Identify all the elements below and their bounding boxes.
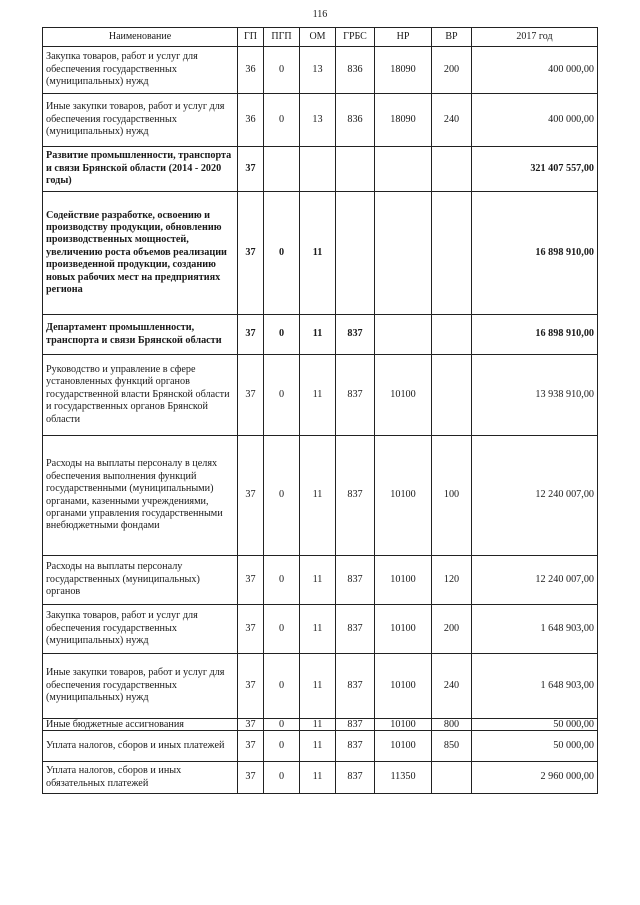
cell-gp: 37 (238, 192, 264, 315)
cell-pgp: 0 (264, 192, 300, 315)
cell-amount: 12 240 007,00 (472, 436, 598, 556)
header-name: Наименование (43, 28, 238, 47)
cell-gp: 36 (238, 47, 264, 94)
header-gp: ГП (238, 28, 264, 47)
table-row (43, 355, 598, 436)
cell-pgp: 0 (264, 47, 300, 94)
budget-table (42, 27, 598, 794)
cell-amount: 50 000,00 (472, 719, 598, 731)
cell-grbs: 837 (336, 315, 375, 355)
cell-grbs: 837 (336, 719, 375, 731)
cell-name: Расходы на выплаты персоналу в целях обеспечения выполнения функций государственными (муниципальными) органами, казенными учреждениями, органами управления государственными внебюджетными фондами (43, 436, 238, 556)
cell-gp: 37 (238, 762, 264, 794)
cell-vr (432, 355, 472, 436)
cell-nr: 10100 (375, 654, 432, 719)
cell-name: Иные бюджетные ассигнования (43, 719, 238, 731)
cell-om: 11 (300, 762, 336, 794)
cell-pgp: 0 (264, 94, 300, 147)
cell-grbs (336, 147, 375, 192)
table-row (43, 147, 598, 192)
cell-gp: 37 (238, 315, 264, 355)
cell-amount: 16 898 910,00 (472, 192, 598, 315)
cell-amount: 16 898 910,00 (472, 315, 598, 355)
table-row (43, 731, 598, 762)
table-row (43, 654, 598, 719)
cell-vr: 240 (432, 94, 472, 147)
cell-pgp: 0 (264, 605, 300, 654)
cell-vr: 120 (432, 556, 472, 605)
cell-pgp: 0 (264, 654, 300, 719)
cell-grbs: 837 (336, 731, 375, 762)
cell-gp: 37 (238, 731, 264, 762)
cell-nr: 10100 (375, 436, 432, 556)
cell-pgp: 0 (264, 556, 300, 605)
cell-name: Иные закупки товаров, работ и услуг для обеспечения государственных (муниципальных) нужд (43, 94, 238, 147)
cell-vr (432, 315, 472, 355)
table-row (43, 192, 598, 315)
cell-om: 11 (300, 654, 336, 719)
cell-name: Департамент промышленности, транспорта и связи Брянской области (43, 315, 238, 355)
cell-gp: 36 (238, 94, 264, 147)
cell-nr: 11350 (375, 762, 432, 794)
cell-name: Руководство и управление в сфере установленных функций органов государственной власти Брянской области и государственных органов Брянской области (43, 355, 238, 436)
cell-nr: 18090 (375, 47, 432, 94)
cell-vr (432, 147, 472, 192)
cell-om: 13 (300, 94, 336, 147)
cell-nr (375, 192, 432, 315)
table-row (43, 719, 598, 731)
table-row (43, 762, 598, 794)
cell-om: 11 (300, 556, 336, 605)
table-row (43, 556, 598, 605)
table-row (43, 47, 598, 94)
cell-amount: 321 407 557,00 (472, 147, 598, 192)
cell-vr (432, 192, 472, 315)
cell-pgp: 0 (264, 719, 300, 731)
cell-name: Уплата налогов, сборов и иных платежей (43, 731, 238, 762)
cell-gp: 37 (238, 605, 264, 654)
cell-gp: 37 (238, 556, 264, 605)
cell-gp: 37 (238, 355, 264, 436)
cell-grbs: 837 (336, 355, 375, 436)
header-om: ОМ (300, 28, 336, 47)
cell-amount: 400 000,00 (472, 47, 598, 94)
cell-gp: 37 (238, 719, 264, 731)
cell-nr: 10100 (375, 355, 432, 436)
cell-grbs: 837 (336, 654, 375, 719)
cell-grbs: 836 (336, 47, 375, 94)
cell-amount: 50 000,00 (472, 731, 598, 762)
cell-name: Развитие промышленности, транспорта и связи Брянской области (2014 - 2020 годы) (43, 147, 238, 192)
cell-vr: 200 (432, 47, 472, 94)
cell-pgp: 0 (264, 762, 300, 794)
cell-grbs: 837 (336, 605, 375, 654)
cell-amount: 2 960 000,00 (472, 762, 598, 794)
table-row (43, 605, 598, 654)
cell-om: 11 (300, 192, 336, 315)
cell-vr: 850 (432, 731, 472, 762)
cell-pgp (264, 147, 300, 192)
page-number: 116 (312, 9, 328, 20)
cell-grbs: 836 (336, 94, 375, 147)
cell-nr (375, 147, 432, 192)
cell-nr: 10100 (375, 731, 432, 762)
cell-nr (375, 315, 432, 355)
cell-name: Содействие разработке, освоению и производству продукции, обновлению производственных мощностей, увеличению роста объемов реализации произведенной продукции, созданию новых рабочих мест на предприятиях региона (43, 192, 238, 315)
cell-amount: 400 000,00 (472, 94, 598, 147)
cell-gp: 37 (238, 654, 264, 719)
cell-grbs: 837 (336, 556, 375, 605)
cell-nr: 10100 (375, 556, 432, 605)
table-row (43, 315, 598, 355)
cell-vr: 100 (432, 436, 472, 556)
cell-nr: 18090 (375, 94, 432, 147)
cell-grbs (336, 192, 375, 315)
cell-om: 11 (300, 436, 336, 556)
cell-vr: 800 (432, 719, 472, 731)
cell-pgp: 0 (264, 436, 300, 556)
cell-grbs: 837 (336, 436, 375, 556)
cell-amount: 13 938 910,00 (472, 355, 598, 436)
cell-amount: 12 240 007,00 (472, 556, 598, 605)
cell-grbs: 837 (336, 762, 375, 794)
cell-om: 11 (300, 605, 336, 654)
cell-name: Закупка товаров, работ и услуг для обеспечения государственных (муниципальных) нужд (43, 605, 238, 654)
header-pgp: ПГП (264, 28, 300, 47)
header-vr: ВР (432, 28, 472, 47)
cell-name: Иные закупки товаров, работ и услуг для обеспечения государственных (муниципальных) нужд (43, 654, 238, 719)
cell-vr: 240 (432, 654, 472, 719)
cell-amount: 1 648 903,00 (472, 654, 598, 719)
cell-amount: 1 648 903,00 (472, 605, 598, 654)
cell-name: Расходы на выплаты персоналу государственных (муниципальных) органов (43, 556, 238, 605)
cell-pgp: 0 (264, 315, 300, 355)
table-header-row (43, 28, 598, 47)
header-grbs: ГРБС (336, 28, 375, 47)
cell-vr (432, 762, 472, 794)
cell-pgp: 0 (264, 731, 300, 762)
cell-nr: 10100 (375, 719, 432, 731)
cell-name: Закупка товаров, работ и услуг для обеспечения государственных (муниципальных) нужд (43, 47, 238, 94)
cell-gp: 37 (238, 436, 264, 556)
cell-om: 11 (300, 719, 336, 731)
cell-gp: 37 (238, 147, 264, 192)
table-row (43, 94, 598, 147)
cell-om (300, 147, 336, 192)
cell-om: 13 (300, 47, 336, 94)
cell-om: 11 (300, 315, 336, 355)
cell-vr: 200 (432, 605, 472, 654)
header-amount: 2017 год (472, 28, 598, 47)
header-nr: НР (375, 28, 432, 47)
table-row (43, 436, 598, 556)
cell-name: Уплата налогов, сборов и иных обязательных платежей (43, 762, 238, 794)
cell-pgp: 0 (264, 355, 300, 436)
cell-nr: 10100 (375, 605, 432, 654)
cell-om: 11 (300, 355, 336, 436)
cell-om: 11 (300, 731, 336, 762)
